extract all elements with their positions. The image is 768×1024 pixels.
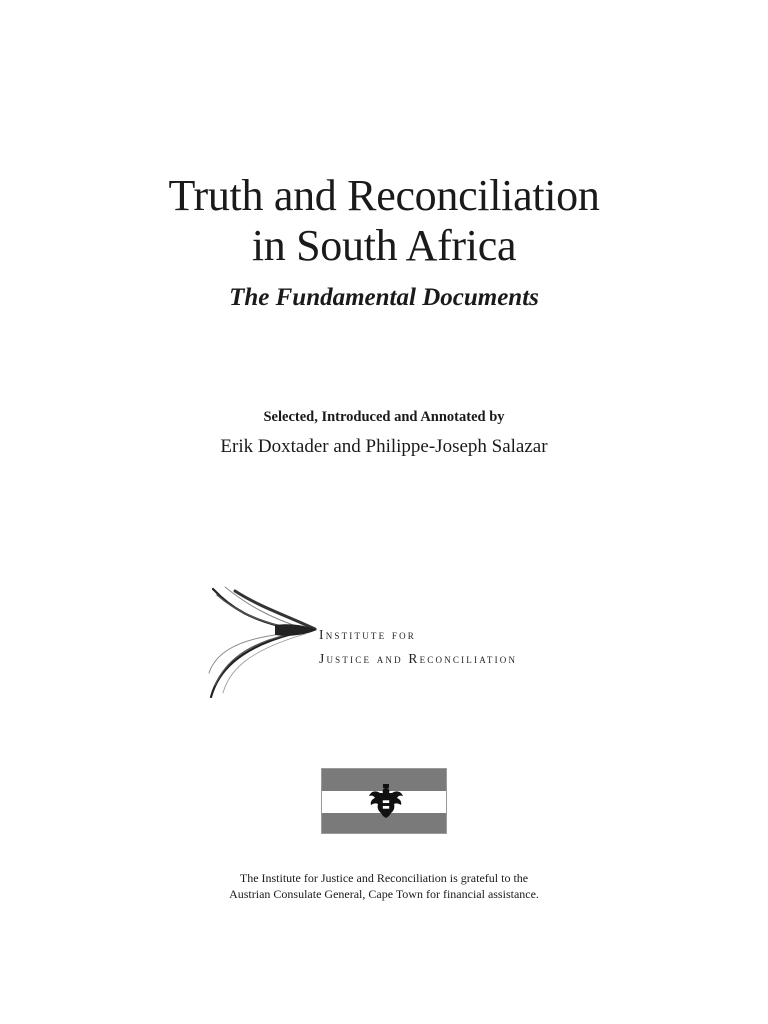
institute-name-line-1: Institute for [319,627,416,642]
title-line-2: in South Africa [251,221,517,270]
institute-name [319,623,517,671]
acknowledgement-line-1: The Institute for Justice and Reconciliation is grateful to the [239,871,529,885]
austrian-flag [321,768,447,834]
acknowledgement-line-2: Austrian Consulate General, Cape Town for financial assistance. [229,887,539,901]
subtitle: The Fundamental Documents [229,284,539,311]
institute-logo [205,585,575,700]
brushstroke-logo-icon [205,585,325,700]
title-line-1: Truth and Reconciliation [168,171,600,220]
institute-name-line-2: Justice and Reconciliation [319,651,518,666]
austrian-eagle-icon [366,782,406,822]
acknowledgement-note [0,870,768,902]
selected-by-label: Selected, Introduced and Annotated by [263,409,505,425]
authors: Erik Doxtader and Philippe-Joseph Salazar [220,436,548,457]
